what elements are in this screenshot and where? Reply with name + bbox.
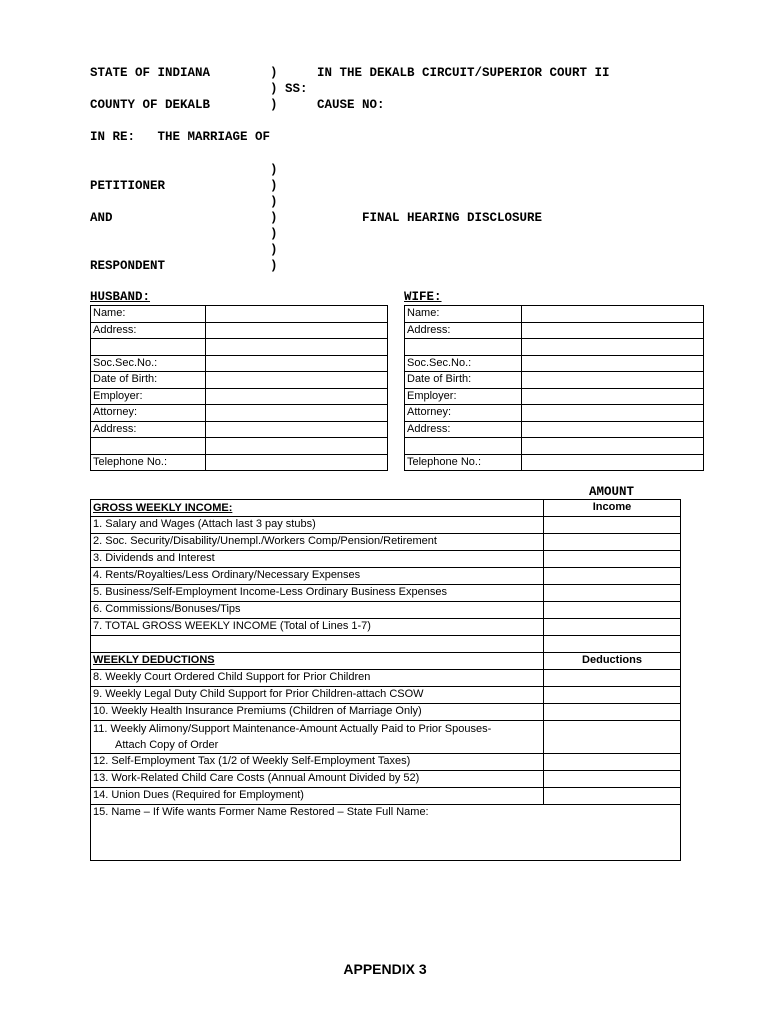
paren: ) [270,163,278,177]
husband-attorney-address-line2-label [91,438,206,455]
table-row [405,322,704,339]
husband-telephone-field[interactable] [206,454,388,471]
income-line-3: 3. Dividends and Interest [91,551,544,568]
income-line-2: 2. Soc. Security/Disability/Unempl./Workers Comp/Pension/Retirement [91,534,544,551]
respondent-label: RESPONDENT [90,259,166,273]
wife-address-line2-field[interactable] [522,339,704,356]
deduction-line-9: 9. Weekly Legal Duty Child Support for Prior Children-attach CSOW [91,687,544,704]
husband-attorney-label: Attorney: [91,405,206,422]
wife-heading: WIFE: [404,290,442,304]
table-row [405,339,704,356]
wife-ssn-field[interactable] [522,355,704,372]
table-row [91,771,681,788]
income-line-6: 6. Commissions/Bonuses/Tips [91,602,544,619]
income-deductions-table [90,499,681,861]
wife-attorney-address-field[interactable] [522,421,704,438]
deduction-amount-8[interactable] [544,670,681,687]
and-label: AND [90,211,113,225]
table-row [91,653,681,670]
petitioner-label: PETITIONER [90,179,166,193]
county-label: COUNTY OF DEKALB [90,98,211,112]
wife-address-line2-label [405,339,522,356]
husband-info-table [90,305,388,471]
income-line-5: 5. Business/Self-Employment Income-Less Ordinary Business Expenses [91,585,544,602]
table-row [91,687,681,704]
table-row [91,405,388,422]
table-row [91,636,681,653]
income-line-1: 1. Salary and Wages (Attach last 3 pay stubs) [91,517,544,534]
wife-attorney-field[interactable] [522,405,704,422]
paren: ) [270,243,278,257]
gross-weekly-income-heading: GROSS WEEKLY INCOME: [91,500,544,517]
table-row [91,372,388,389]
table-row [91,551,681,568]
deduction-amount-14[interactable] [544,788,681,805]
income-line-7: 7. TOTAL GROSS WEEKLY INCOME (Total of Lines 1-7) [91,619,544,636]
income-amount-1[interactable] [544,517,681,534]
table-row [91,534,681,551]
deduction-line-11 [91,721,544,754]
deduction-amount-10[interactable] [544,704,681,721]
appendix-label: APPENDIX 3 [343,961,427,977]
husband-address-field[interactable] [206,322,388,339]
husband-dob-label: Date of Birth: [91,372,206,389]
husband-ssn-label: Soc.Sec.No.: [91,355,206,372]
table-row [405,355,704,372]
husband-address-label: Address: [91,322,206,339]
wife-ssn-label: Soc.Sec.No.: [405,355,522,372]
table-row [91,602,681,619]
table-row [405,372,704,389]
wife-address-label: Address: [405,322,522,339]
table-row [405,421,704,438]
paren: ) [270,211,278,225]
table-row [91,670,681,687]
wife-attorney-label: Attorney: [405,405,522,422]
table-row [91,388,388,405]
table-row [91,568,681,585]
wife-name-field[interactable] [522,306,704,323]
document-title: FINAL HEARING DISCLOSURE [362,211,543,225]
wife-address-field[interactable] [522,322,704,339]
table-row [91,306,388,323]
deduction-line-13: 13. Work-Related Child Care Costs (Annual Amount Divided by 52) [91,771,544,788]
paren: ) [270,66,278,80]
deduction-amount-13[interactable] [544,771,681,788]
deduction-line-11-continuation: Attach Copy of Order [115,739,219,751]
table-row [91,788,681,805]
husband-dob-field[interactable] [206,372,388,389]
ss-marker: ) SS: [270,82,308,96]
wife-dob-field[interactable] [522,372,704,389]
wife-name-label: Name: [405,306,522,323]
income-amount-6[interactable] [544,602,681,619]
income-column-header: Income [544,500,681,517]
table-row [91,322,388,339]
deduction-amount-9[interactable] [544,687,681,704]
table-row [405,454,704,471]
spacer-cell [544,636,681,653]
deduction-line-14: 14. Union Dues (Required for Employment) [91,788,544,805]
paren: ) [270,195,278,209]
wife-attorney-address-line2-label [405,438,522,455]
husband-ssn-field[interactable] [206,355,388,372]
deductions-column-header: Deductions [544,653,681,670]
table-row [405,405,704,422]
husband-name-label: Name: [91,306,206,323]
deduction-line-8: 8. Weekly Court Ordered Child Support for Prior Children [91,670,544,687]
former-name-field[interactable] [91,805,681,861]
table-row [91,704,681,721]
deduction-line-15: 15. Name – If Wife wants Former Name Restored – State Full Name: [93,806,429,818]
table-row [91,619,681,636]
wife-attorney-address-label: Address: [405,421,522,438]
table-row [91,355,388,372]
deduction-line-10: 10. Weekly Health Insurance Premiums (Children of Marriage Only) [91,704,544,721]
in-re-label: IN RE: THE MARRIAGE OF [90,130,271,144]
table-row [91,438,388,455]
table-row [91,754,681,771]
income-line-4: 4. Rents/Royalties/Less Ordinary/Necessary Expenses [91,568,544,585]
wife-employer-field[interactable] [522,388,704,405]
income-amount-2[interactable] [544,534,681,551]
income-amount-3[interactable] [544,551,681,568]
table-row [405,438,704,455]
wife-employer-label: Employer: [405,388,522,405]
weekly-deductions-heading: WEEKLY DEDUCTIONS [91,653,544,670]
wife-info-table [404,305,704,471]
wife-telephone-label: Telephone No.: [405,454,522,471]
table-row [91,721,681,754]
deduction-line-12: 12. Self-Employment Tax (1/2 of Weekly Self-Employment Taxes) [91,754,544,771]
table-row [91,517,681,534]
husband-employer-field[interactable] [206,388,388,405]
table-row [91,500,681,517]
husband-name-field[interactable] [206,306,388,323]
income-amount-5[interactable] [544,585,681,602]
paren: ) [270,259,278,273]
husband-employer-label: Employer: [91,388,206,405]
income-amount-4[interactable] [544,568,681,585]
amount-label: AMOUNT [588,485,634,499]
paren: ) [270,179,278,193]
husband-attorney-address-field[interactable] [206,421,388,438]
spacer-row [91,636,544,653]
table-row [91,339,388,356]
wife-attorney-address-line2-field[interactable] [522,438,704,455]
state-label: STATE OF INDIANA [90,66,211,80]
paren: ) [270,227,278,241]
deduction-amount-12[interactable] [544,754,681,771]
husband-telephone-label: Telephone No.: [91,454,206,471]
income-amount-7[interactable] [544,619,681,636]
deduction-amount-11[interactable] [544,721,681,754]
wife-dob-label: Date of Birth: [405,372,522,389]
husband-attorney-address-label: Address: [91,421,206,438]
husband-heading: HUSBAND: [90,290,151,304]
court-name: IN THE DEKALB CIRCUIT/SUPERIOR COURT II [317,66,610,80]
table-row [91,421,388,438]
table-row [91,585,681,602]
table-row [91,805,681,861]
table-row [405,388,704,405]
deduction-line-11-text: 11. Weekly Alimony/Support Maintenance-Amount Actually Paid to Prior Spouses- [93,723,492,735]
husband-attorney-address-line2-field[interactable] [206,438,388,455]
wife-telephone-field[interactable] [522,454,704,471]
table-row [91,454,388,471]
husband-attorney-field[interactable] [206,405,388,422]
cause-no-label: CAUSE NO: [317,98,385,112]
paren: ) [270,98,278,112]
husband-address-line2-field[interactable] [206,339,388,356]
table-row [405,306,704,323]
husband-address-line2-label [91,339,206,356]
